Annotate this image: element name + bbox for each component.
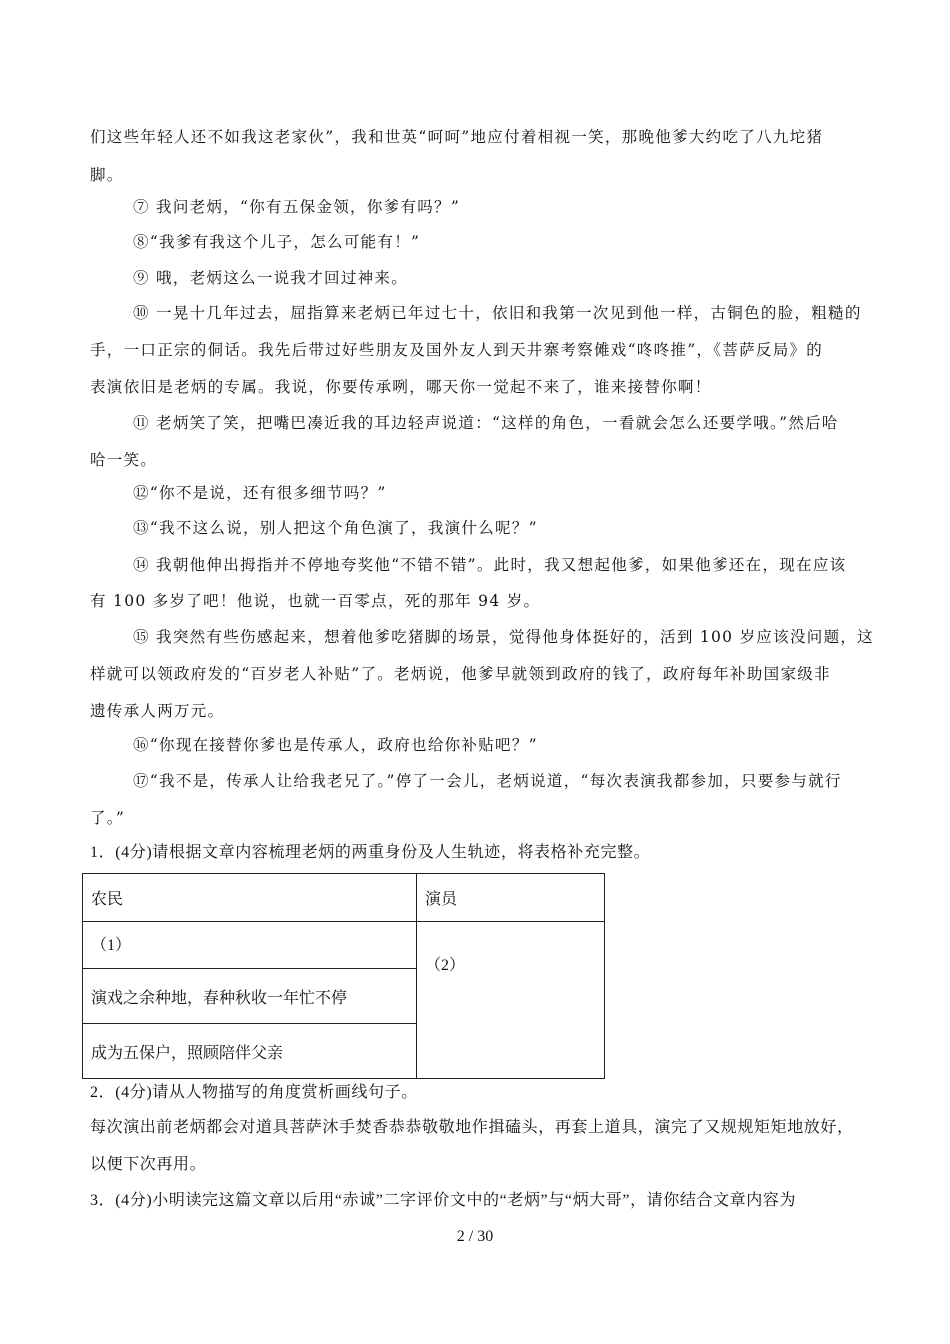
paragraph-11-line-2: 哈一笑。 xyxy=(90,451,158,469)
question-3: 3．(4分)小明读完这篇文章以后用“赤诚”二字评价文中的“老炳”与“炳大哥”，请你结合文章内容为 xyxy=(90,1192,797,1209)
paragraph-17-line-1: ⑰“我不是，传承人让给我老兄了。”停了一会儿，老炳说道，“每次表演我都参加，只要参与就行 xyxy=(133,772,842,790)
paragraph-16: ⑯“你现在接替你爹也是传承人，政府也给你补贴吧？” xyxy=(133,736,538,754)
paragraph-14-line-2: 有 100 多岁了吧！他说，也就一百零点，死的那年 94 岁。 xyxy=(90,592,541,610)
table-cell-five-guarantee: 成为五保户，照顾陪伴父亲 xyxy=(83,1024,417,1079)
paragraph-12: ⑫“你不是说，还有很多细节吗？” xyxy=(133,484,387,502)
table-header-farmer: 农民 xyxy=(83,874,417,922)
paragraph-15-line-3: 遗传承人两万元。 xyxy=(90,702,225,720)
paragraph-10-line-2: 手，一口正宗的侗话。我先后带过好些朋友及国外友人到天井寨考察傩戏“咚咚推”，《菩萨反局》的 xyxy=(90,341,824,359)
table-cell-blank-1[interactable]: （1） xyxy=(83,922,417,969)
paragraph-9: ⑨ 哦，老炳这么一说我才回过神来。 xyxy=(133,269,409,287)
question-1: 1．(4分)请根据文章内容梳理老炳的两重身份及人生轨迹，将表格补充完整。 xyxy=(90,844,651,861)
paragraph-line-1: 们这些年轻人还不如我这老家伙”，我和世英“呵呵”地应付着相视一笑，那晚他爹大约吃了八九坨猪 xyxy=(90,128,824,146)
paragraph-11-line-1: ⑪ 老炳笑了笑，把嘴巴凑近我的耳边轻声说道：“这样的角色，一看就会怎么还要学哦。”然后哈 xyxy=(133,414,839,432)
paragraph-13: ⑬“我不这么说，别人把这个角色演了，我演什么呢？” xyxy=(133,519,538,537)
paragraph-10-line-3: 表演依旧是老炳的专属。我说，你要传承咧，哪天你一觉起不来了，谁来接替你啊！ xyxy=(90,378,712,396)
paragraph-14-line-1: ⑭ 我朝他伸出拇指并不停地夸奖他“不错不错”。此时，我又想起他爹，如果他爹还在，现在应该 xyxy=(133,556,847,574)
paragraph-7: ⑦ 我问老炳，“你有五保金领，你爹有吗？” xyxy=(133,198,461,216)
paragraph-17-line-2: 了。” xyxy=(90,809,126,827)
table-header-actor: 演员 xyxy=(417,874,605,922)
answer-table xyxy=(82,873,605,1079)
question-2-quoted-line-1: 每次演出前老炳都会对道具菩萨沐手焚香恭恭敬敬地作揖磕头，再套上道具，演完了又规规矩矩地放好， xyxy=(90,1119,854,1136)
paragraph-15-line-1: ⑮ 我突然有些伤感起来，想着他爹吃猪脚的场景，觉得他身体挺好的，活到 100 岁应该没问题，这 xyxy=(133,628,874,646)
question-2-quoted-line-2: 以便下次再用。 xyxy=(90,1156,207,1173)
paragraph-line-2: 脚。 xyxy=(90,166,124,184)
table-cell-blank-2[interactable]: （2） xyxy=(417,922,605,1079)
paragraph-8: ⑧“我爹有我这个儿子，怎么可能有！” xyxy=(133,233,421,251)
question-2: 2．(4分)请从人物描写的角度赏析画线句子。 xyxy=(90,1084,418,1101)
paragraph-10-line-1: ⑩ 一晃十几年过去，屈指算来老炳已年过七十，依旧和我第一次见到他一样，古铜色的脸，粗糙的 xyxy=(133,304,862,322)
page-number: 2 / 30 xyxy=(456,1228,494,1245)
paragraph-15-line-2: 样就可以领政府发的“百岁老人补贴”了。老炳说，他爹早就领到政府的钱了，政府每年补助国家级非 xyxy=(90,665,831,683)
table-cell-farming: 演戏之余种地，春种秋收一年忙不停 xyxy=(83,969,417,1024)
